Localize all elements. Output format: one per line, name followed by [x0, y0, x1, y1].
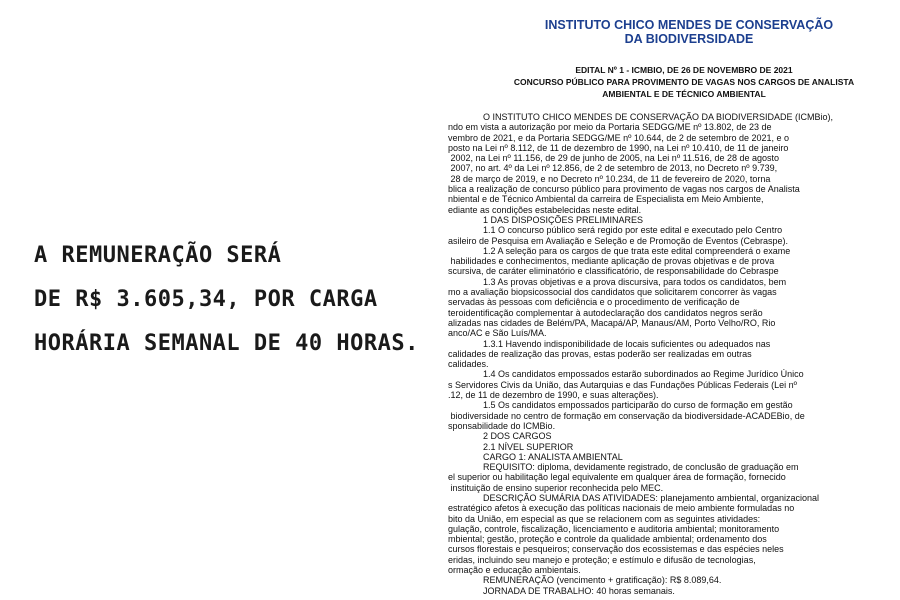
document-line: asileiro de Pesquisa em Avaliação e Seleção e de Promoção de Eventos (Cebraspe).	[448, 235, 789, 246]
document-line: habilidades e conhecimentos, mediante aplicação de provas objetivas e de prova	[448, 256, 775, 267]
document-line: calidades.	[448, 359, 489, 370]
document-line: CARGO 1: ANALISTA AMBIENTAL	[448, 451, 623, 462]
subtitle-line: AMBIENTAL E DE TÉCNICO AMBIENTAL	[602, 89, 766, 99]
document-line: ndo em vista a autorização por meio da Portaria SEDGG/ME nº 13.802, de 23 de	[448, 122, 772, 133]
document-line: 2 DOS CARGOS	[448, 431, 552, 442]
document-line: calidades de realização das provas, estas poderão ser realizadas em outras	[448, 348, 752, 359]
document-line: REMUNERAÇÃO (vencimento + gratificação): R$ 8.089,64.	[448, 575, 722, 586]
document-line: sponsabilidade do ICMBio.	[448, 420, 556, 431]
document-title	[448, 18, 900, 46]
document-line: gulação, controle, fiscalização, licenciamento e auditoria ambiental; monitoramento	[448, 523, 780, 534]
overlay-line: DE R$ 3.605,34, POR CARGA	[34, 287, 378, 312]
document-line: vembro de 2021, e da Portaria SEDGG/ME nº 10.644, de 2 de setembro de 2021, e o	[448, 132, 789, 143]
document-line: JORNADA DE TRABALHO: 40 horas semanais.	[448, 585, 675, 596]
document-line: mbiental; gestão, proteção e controle da qualidade ambiental; ordenamento dos	[448, 534, 767, 545]
document-line: posto na Lei nº 8.112, de 11 de dezembro de 1990, na Lei nº 10.410, de 11 de janeiro	[448, 142, 789, 153]
document-line: el superior ou habilitação legal equivalente em qualquer área de formação, fornecido	[448, 472, 786, 483]
overlay-line: A REMUNERAÇÃO SERÁ	[34, 243, 282, 268]
edital-number: EDITAL Nº 1 - ICMBIO, DE 26 DE NOVEMBRO DE 2021	[575, 65, 793, 75]
document-line: 1.2 A seleção para os cargos de que trata este edital compreenderá o exame	[448, 245, 791, 256]
document-line: estratégico afetos à execução das políticas nacionais de meio ambiente formuladas no	[448, 503, 795, 514]
document-line: 1.1 O concurso público será regido por este edital e executado pelo Centro	[448, 225, 783, 236]
document-line: s Servidores Civis da União, das Autarquias e das Fundações Públicas Federais (Lei nº	[448, 379, 797, 390]
document-subtitle	[448, 64, 900, 100]
document-line: ormação e educação ambientais.	[448, 565, 581, 576]
document-line: 1.3 As provas objetivas e a prova discursiva, para todos os candidatos, bem	[448, 276, 787, 287]
document-line: nbiental e de Técnico Ambiental da carreira de Especialista em Meio Ambiente,	[448, 194, 764, 205]
subtitle-line: CONCURSO PÚBLICO PARA PROVIMENTO DE VAGAS NOS CARGOS DE ANALISTA	[513, 77, 855, 87]
document-line: biodiversidade no centro de formação em conservação da biodiversidade-ACADEBio, de	[448, 410, 805, 421]
document-line: eridas, incluindo seu manejo e proteção; e estímulo e difusão de tecnologias,	[448, 554, 756, 565]
document-line: 2.1 NÍVEL SUPERIOR	[448, 441, 574, 452]
document-line: O INSTITUTO CHICO MENDES DE CONSERVAÇÃO DA BIODIVERSIDADE (ICMBio),	[448, 112, 834, 122]
document-body	[448, 112, 900, 596]
document-line: scursiva, de caráter eliminatório e classificatório, de responsabilidade do Cebraspe	[448, 266, 779, 277]
document-line: mo a avaliação biopsicossocial dos candidatos que solicitarem concorrer às vagas	[448, 287, 777, 298]
document-line: 1.3.1 Havendo indisponibilidade de locais suficientes ou adequados nas	[448, 338, 771, 349]
document-line: .12, de 11 de dezembro de 1990, e suas alterações).	[448, 390, 659, 401]
document-line: 2007, no art. 4º da Lei nº 12.856, de 2 de setembro de 2013, no Decreto nº 9.739,	[448, 163, 778, 174]
document-line: instituição de ensino superior reconhecida pelo MEC.	[448, 482, 664, 493]
overlay-line: HORÁRIA SEMANAL DE 40 HORAS.	[34, 331, 419, 356]
document-line: 1 DAS DISPOSIÇÕES PRELIMINARES	[448, 214, 644, 225]
edital-document	[448, 0, 900, 600]
document-line: cursos florestais e pesqueiros; conservação dos ecossistemas e das espécies neles	[448, 544, 784, 555]
document-line: REQUISITO: diploma, devidamente registrado, de conclusão de graduação em	[448, 462, 799, 473]
document-title-line: DA BIODIVERSIDADE	[624, 32, 754, 46]
document-title-line: INSTITUTO CHICO MENDES DE CONSERVAÇÃO	[544, 18, 834, 32]
document-line: anco/AC e São Luís/MA.	[448, 328, 547, 339]
document-line: bito da União, em especial as que se relacionem com as seguintes atividades:	[448, 513, 761, 524]
document-line: 2002, na Lei nº 11.156, de 29 de junho de 2005, na Lei nº 11.516, de 28 de agosto	[448, 153, 780, 164]
document-line: ediante as condições estabelecidas neste edital.	[448, 204, 642, 215]
document-line: 1.4 Os candidatos empossados estarão subordinados ao Regime Jurídico Único	[448, 369, 804, 380]
document-line: servadas às pessoas com deficiência e o procedimento de verificação de	[448, 297, 740, 308]
document-line: teroidentificação complementar à autodeclaração dos candidatos negros serão	[448, 307, 763, 318]
document-line: DESCRIÇÃO SUMÁRIA DAS ATIVIDADES: planejamento ambiental, organizacional	[448, 492, 819, 503]
document-line: alizadas nas cidades de Belém/PA, Macapá/AP, Manaus/AM, Porto Velho/RO, Rio	[448, 317, 776, 328]
document-line: 1.5 Os candidatos empossados participarão do curso de formação em gestão	[448, 400, 793, 411]
document-line: blica a realização de concurso público para provimento de vagas nos cargos de Analista	[448, 184, 800, 195]
overlay-caption	[34, 234, 444, 366]
document-line: 28 de março de 2019, e no Decreto nº 10.234, de 11 de fevereiro de 2020, torna	[448, 173, 771, 184]
